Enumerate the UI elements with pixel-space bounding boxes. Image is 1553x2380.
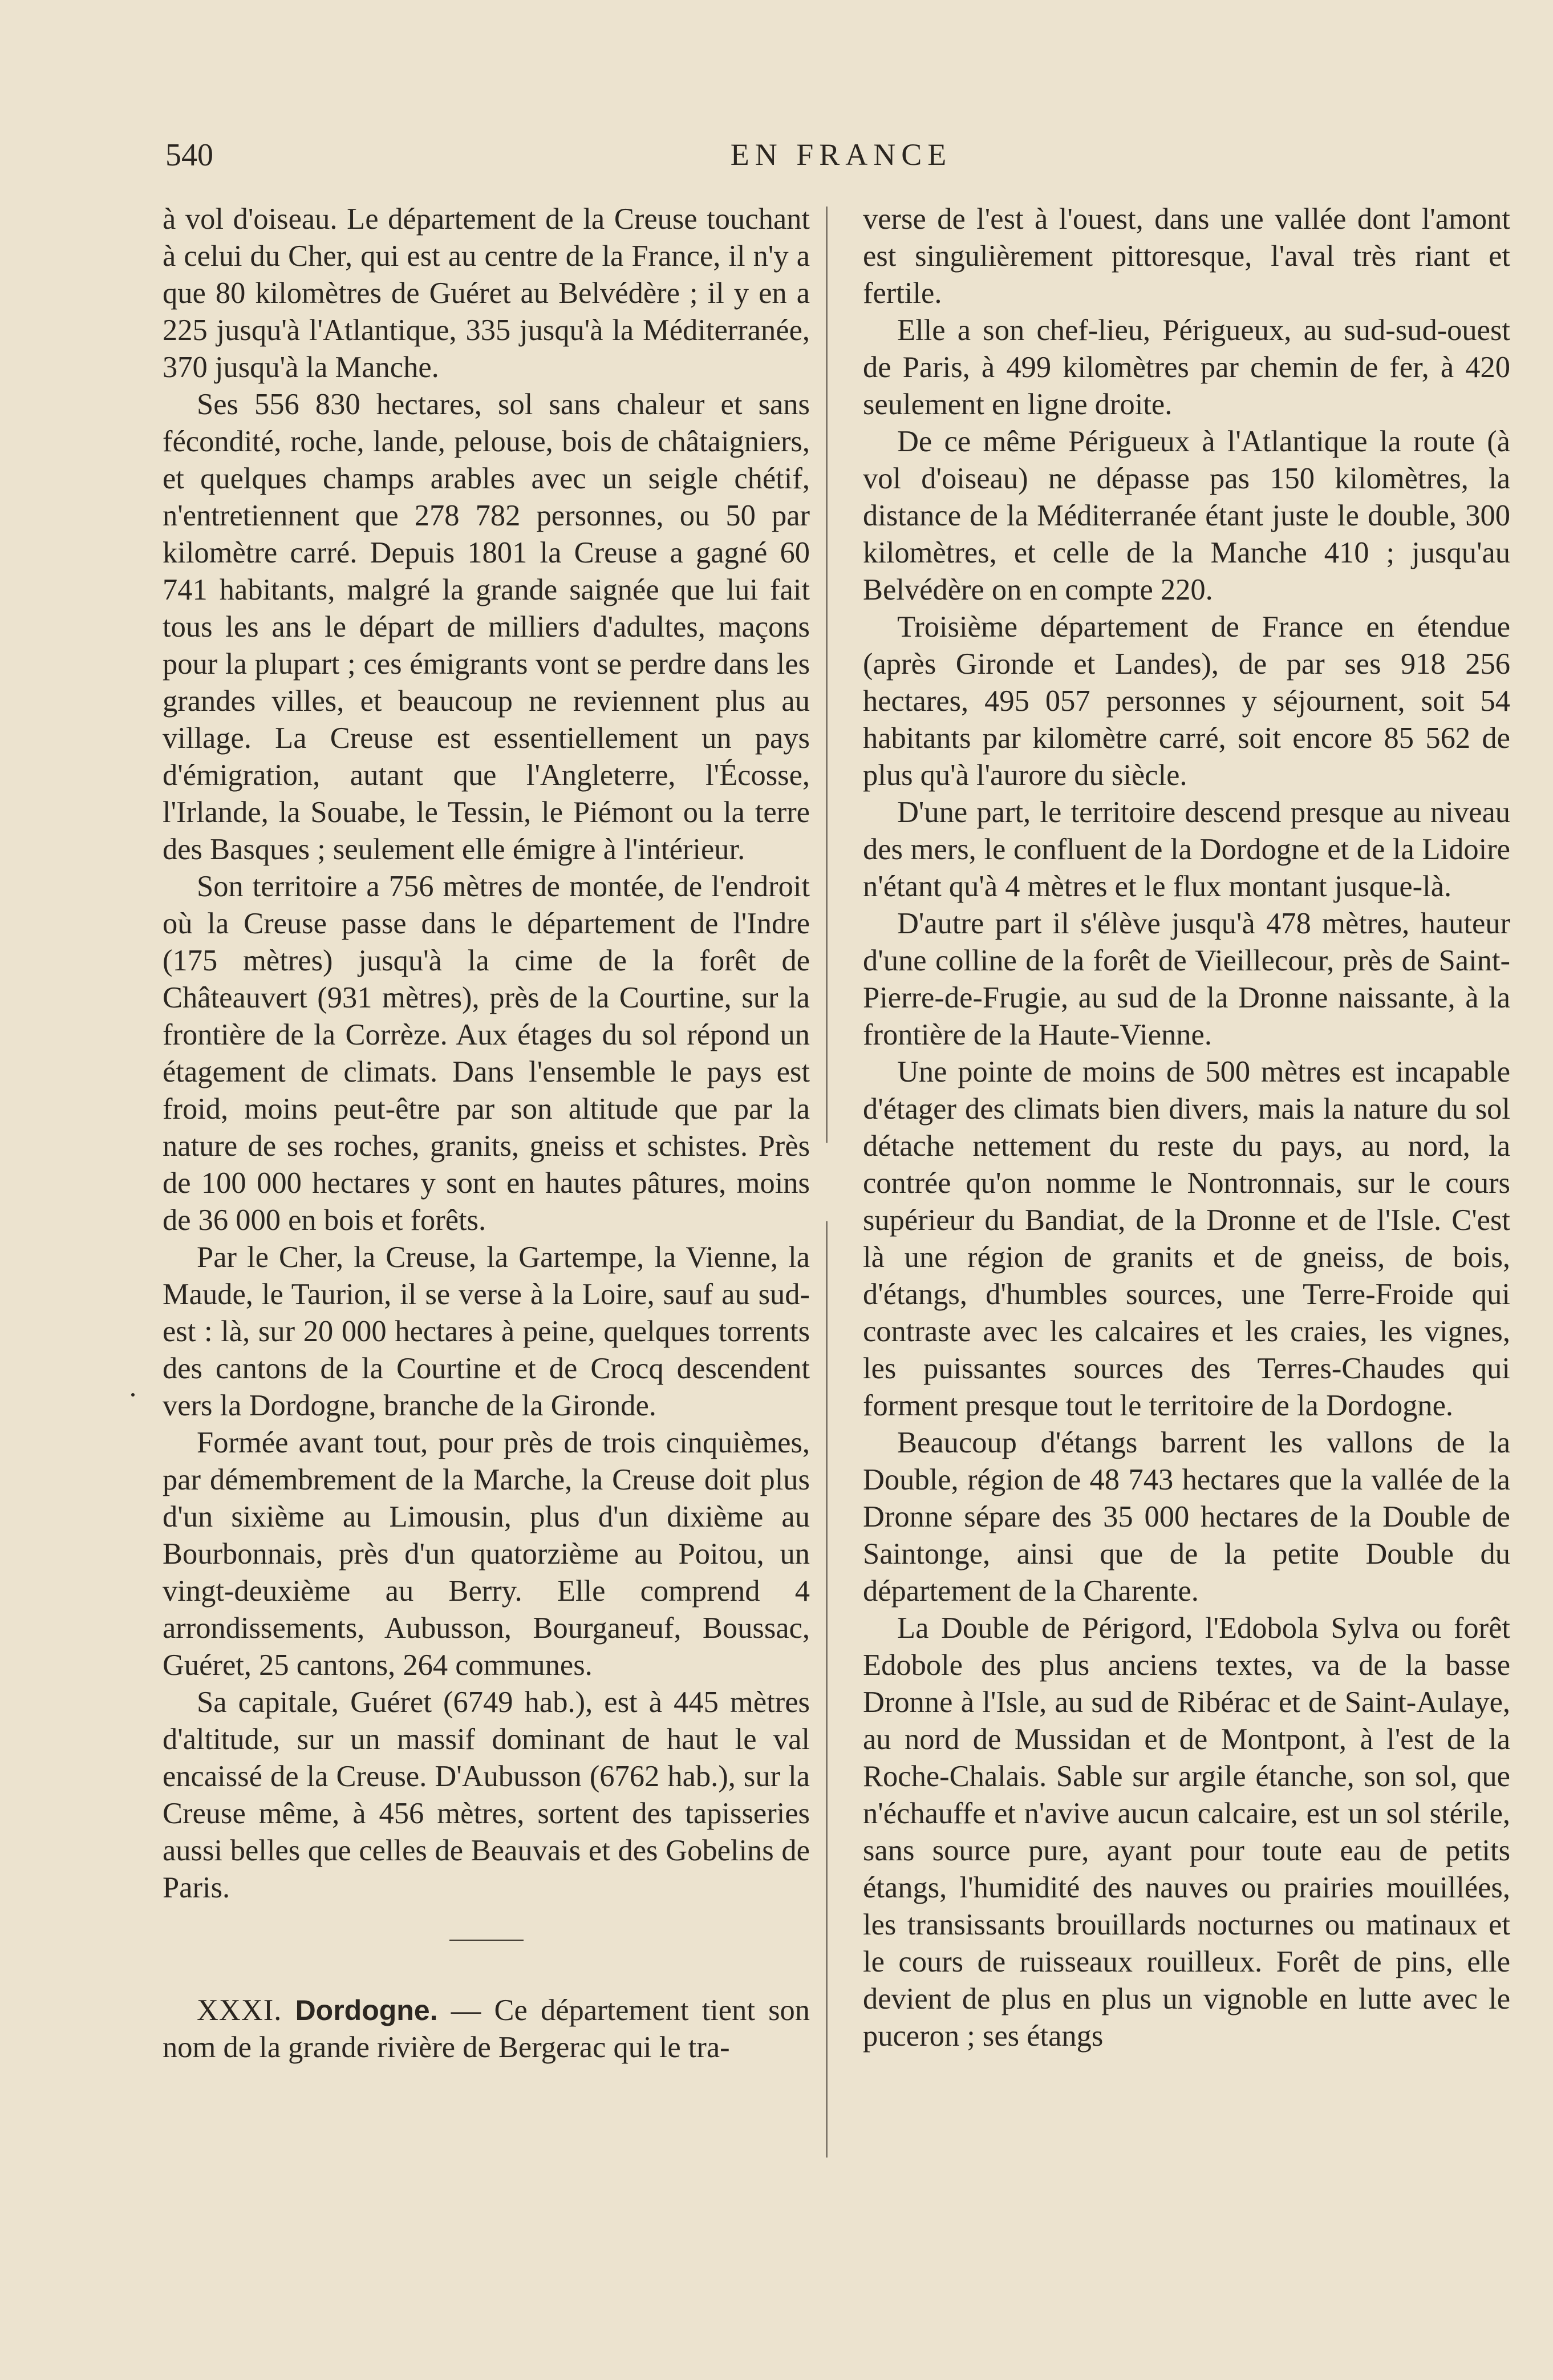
paragraph: Par le Cher, la Creuse, la Gartempe, la Vienne, la Maude, le Taurion, il se verse à la Loire, sauf au sud-est : là, sur 20 000 hectares à peine, quelques torrents des cantons de la Courtine et de Crocq descendent vers la Dordogne, branche de la Gironde. xyxy=(163,1241,810,1422)
paragraph: Troisième département de France en étendue (après Gironde et Landes), de par ses 918 256 hectares, 495 057 personnes y séjournent, soit 54 habitants par kilomètre carré, soit encore 85 562 de plus qu'à l'aurore du siècle. xyxy=(863,610,1510,792)
paragraph: Une pointe de moins de 500 mètres est incapable d'étager des climats bien divers, mais la nature du sol détache nettement du reste du pays, au nord, la contrée qu'on nomme le Nontronnais, sur le cours supérieur du Bandiat, de la Dronne et de l'Isle. C'est là une région de granits et de gneiss, de bois, d'étangs, d'humbles sources, une Terre-Froide qui contraste avec les calcaires et les craies, les vignes, les puissantes sources des Terres-Chaudes qui forment presque tout le territoire de la Dordogne. xyxy=(863,1055,1510,1422)
paragraph: Sa capitale, Guéret (6749 hab.), est à 445 mètres d'altitude, sur un massif dominant de haut le val encaissé de la Creuse. D'Aubusson (6762 hab.), sur la Creuse même, à 456 mètres, sortent des tapisseries aussi belles que celles de Beauvais et des Gobelins de Paris. xyxy=(163,1686,810,1904)
left-column xyxy=(163,201,810,2066)
section-text: — Ce département tient son nom de la grande rivière de Bergerac qui le tra- xyxy=(163,1994,810,2064)
paragraph: Elle a son chef-lieu, Périgueux, au sud-sud-ouest de Paris, à 499 kilomètres par chemin de fer, à 420 seulement en ligne droite. xyxy=(863,314,1510,421)
section-separator xyxy=(449,1940,524,1941)
paragraph: Beaucoup d'étangs barrent les vallons de la Double, région de 48 743 hectares que la vallée de la Dronne sépare des 35 000 hectares de la Double de Saintonge, ainsi que de la petite Double du département de la Charente. xyxy=(863,1426,1510,1608)
page-header xyxy=(165,137,1517,183)
margin-speck xyxy=(131,1393,135,1397)
section-number: XXXI. xyxy=(197,1994,282,2027)
page-number: 540 xyxy=(165,137,213,173)
column-rule xyxy=(826,207,828,2158)
section-heading-paragraph xyxy=(163,1992,810,2066)
paragraph: Formée avant tout, pour près de trois cinquièmes, par démembrement de la Marche, la Creuse doit plus d'un sixième au Limousin, plus d'un dixième au Bourbonnais, près d'un quatorzième au Poitou, un vingt-deuxième au Berry. Elle comprend 4 arrondissements, Aubusson, Bourganeuf, Boussac, Guéret, 25 cantons, 264 communes. xyxy=(163,1426,810,1682)
paragraph: La Double de Périgord, l'Edobola Sylva ou forêt Edobole des plus anciens textes, va de la basse Dronne à l'Isle, au sud de Ribérac et de Saint-Aulaye, au nord de Mussidan et de Montpont, à l'est de la Roche-Chalais. Sable sur argile étanche, son sol, que n'échauffe et n'avive aucun calcaire, est un sol stérile, sans source pure, ayant pour toute eau de petits étangs, l'humidité des nauves ou prairies mouillées, les transissants brouillards nocturnes ou matinaux et le cours de ruisseaux rouilleux. Forêt de pins, elle devient de plus en plus un vignoble en lutte avec le puceron ; ses étangs xyxy=(863,1612,1510,2053)
paragraph: De ce même Périgueux à l'Atlantique la route (à vol d'oiseau) ne dépasse pas 150 kilomètres, la distance de la Méditerranée étant juste le double, 300 kilomètres, et celle de la Manche 410 ; jusqu'au Belvédère on en compte 220. xyxy=(863,425,1510,606)
paragraph: D'une part, le territoire descend presque au niveau des mers, le confluent de la Dordogne et de la Lidoire n'étant qu'à 4 mètres et le flux montant jusque-là. xyxy=(863,796,1510,903)
paragraph: verse de l'est à l'ouest, dans une vallée dont l'amont est singulièrement pittoresque, l'aval très riant et fertile. xyxy=(863,203,1510,310)
right-column xyxy=(863,201,1510,2055)
paragraph: Ses 556 830 hectares, sol sans chaleur et sans fécondité, roche, lande, pelouse, bois de châtaigniers, et quelques champs arables avec un seigle chétif, n'entretiennent que 278 782 personnes, ou 50 par kilomètre carré. Depuis 1801 la Creuse a gagné 60 741 habitants, malgré la grande saignée que lui fait tous les ans le départ de milliers d'adultes, maçons pour la plupart ; ces émigrants vont se perdre dans les grandes villes, et beaucoup ne reviennent plus au village. La Creuse est essentiellement un pays d'émigration, autant que l'Angleterre, l'Écosse, l'Irlande, la Souabe, le Tessin, le Piémont ou la terre des Basques ; seulement elle émigre à l'intérieur. xyxy=(163,388,810,866)
paragraph: D'autre part il s'élève jusqu'à 478 mètres, hauteur d'une colline de la forêt de Vieillecour, près de Saint-Pierre-de-Frugie, au sud de la Dronne naissante, à la frontière de la Haute-Vienne. xyxy=(863,907,1510,1051)
paragraph: à vol d'oiseau. Le département de la Creuse touchant à celui du Cher, qui est au centre de la France, il n'y a que 80 kilomètres de Guéret au Belvédère ; il y en a 225 jusqu'à l'Atlantique, 335 jusqu'à la Méditerranée, 370 jusqu'à la Manche. xyxy=(163,203,810,384)
paragraph: Son territoire a 756 mètres de montée, de l'endroit où la Creuse passe dans le département de l'Indre (175 mètres) jusqu'à la cime de la forêt de Châteauvert (931 mètres), près de la Courtine, sur la frontière de la Corrèze. Aux étages du sol répond un étagement de climats. Dans l'ensemble le pays est froid, moins peut-être par son altitude que par la nature de ses roches, granits, gneiss et schistes. Près de 100 000 hectares y sont en hautes pâtures, moins de 36 000 en bois et forêts. xyxy=(163,870,810,1237)
section-title: Dordogne. xyxy=(295,1994,438,2026)
running-title: EN FRANCE xyxy=(730,137,952,172)
